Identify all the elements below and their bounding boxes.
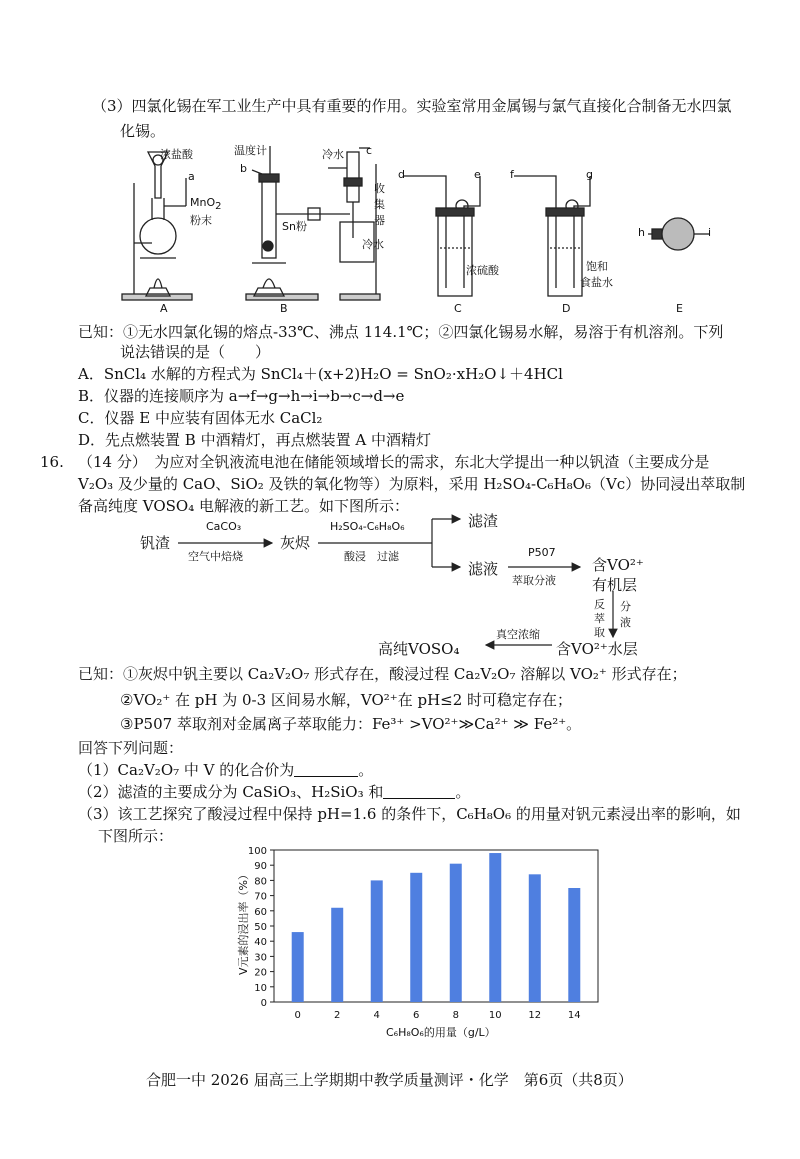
flow-p507: P507 — [528, 546, 556, 559]
option-b: B．仪器的连接顺序为 a→f→g→h→i→b→c→d→e — [78, 387, 405, 405]
label-b: b — [240, 162, 247, 175]
label-f: f — [510, 168, 514, 181]
subq-3b: 下图所示： — [98, 827, 174, 845]
label-conc-hcl: 浓盐酸 — [160, 148, 193, 161]
option-c: C．仪器 E 中应装有固体无水 CaCl₂ — [78, 409, 323, 427]
y-tick-label: 50 — [254, 922, 267, 933]
label-A: A — [160, 302, 168, 315]
known16-1: 已知：①灰烬中钒主要以 Ca₂V₂O₇ 形式存在，酸浸过程 Ca₂V₂O₇ 溶解以 VO₂⁺ 形式存在； — [78, 665, 687, 683]
x-tick-label: 2 — [334, 1010, 341, 1021]
x-tick-label: 8 — [452, 1010, 459, 1021]
flow-acid-leach: 酸浸 过滤 — [344, 550, 399, 563]
label-sat-2: 食盐水 — [580, 276, 613, 289]
flow-strip-1: 反 — [594, 598, 605, 611]
label-cold-water-top: 冷水 — [322, 148, 344, 161]
label-h: h — [638, 226, 645, 239]
y-tick-label: 40 — [254, 937, 267, 949]
flow-sep-1: 分 — [620, 600, 631, 613]
subq-2: （2）滤渣的主要成分为 CaSiO₃、H₂SiO₃ 和 。 — [78, 783, 471, 801]
chart-xlabel: C₆H₈O₆的用量（g/L） — [386, 1026, 496, 1039]
y-tick-label: 60 — [254, 906, 267, 918]
label-E: E — [676, 302, 683, 315]
flow-product: 高纯VOSO₄ — [378, 640, 460, 658]
option-a: A．SnCl₄ 水解的方程式为 SnCl₄＋(x+2)H₂O = SnO₂·xH₂O↓＋4HCl — [78, 365, 563, 383]
chart-ylabel: V元素的浸出率（%） — [236, 869, 250, 975]
flow-vacuum: 真空浓缩 — [496, 628, 540, 641]
answer-blank-1[interactable] — [294, 762, 358, 777]
flow-vanadium-slag: 钒渣 — [140, 534, 171, 552]
x-tick-label: 14 — [567, 1010, 581, 1021]
bar — [529, 874, 541, 1002]
label-powder: 粉末 — [190, 214, 212, 227]
q16-line3: 备高纯度 VOSO₄ 电解液的新工艺。如下图所示： — [78, 497, 409, 515]
flow-strip-3: 取 — [594, 626, 605, 639]
label-d: d — [398, 168, 405, 181]
known3-line2: 说法错误的是（ ） — [120, 343, 271, 361]
flow-aqueous: 含VO²⁺水层 — [556, 640, 638, 658]
label-g: g — [586, 168, 593, 181]
answer-prompt: 回答下列问题： — [78, 739, 184, 757]
label-a: a — [188, 170, 195, 183]
bar — [331, 908, 343, 1002]
q3-line1: （3）四氯化锡在军工业生产中具有重要的作用。实验室常用金属锡与氯气直接化合制备无水四氯 — [92, 97, 732, 115]
label-receiver-3: 器 — [374, 214, 385, 227]
flow-ash: 灰烬 — [280, 534, 311, 552]
label-mno2: MnO$_2$ — [190, 196, 222, 213]
known3-line1: 已知：①无水四氯化锡的熔点-33℃、沸点 114.1℃；②四氯化锡易水解，易溶于有机溶剂。下列 — [78, 323, 724, 341]
x-tick-label: 6 — [413, 1010, 420, 1021]
x-tick-label: 0 — [294, 1010, 301, 1021]
option-d: D．先点燃装置 B 中酒精灯，再点燃装置 A 中酒精灯 — [78, 431, 431, 449]
bar — [450, 864, 462, 1002]
label-i: i — [708, 226, 712, 239]
answer-blank-2[interactable] — [383, 784, 455, 799]
page-footer: 合肥一中 2026 届高三上学期期中教学质量测评・化学 第6页（共8页） — [146, 1071, 633, 1089]
flow-residue: 滤渣 — [468, 512, 499, 530]
known16-2: ②VO₂⁺ 在 pH 为 0-3 区间易水解，VO²⁺在 pH≤2 时可稳定存在； — [120, 691, 573, 709]
bar — [568, 888, 580, 1002]
subq-3a: （3）该工艺探究了酸浸过程中保持 pH=1.6 的条件下，C₆H₈O₆ 的用量对钒元素浸出率的影响，如 — [78, 805, 741, 823]
q16-line2: V₂O₃ 及少量的 CaO、SiO₂ 及铁的氧化物等）为原料，采用 H₂SO₄-C₆H₈O₆（Vc）协同浸出萃取制 — [78, 475, 746, 493]
bar — [371, 880, 383, 1002]
q3-line2: 化锡。 — [120, 122, 166, 140]
y-tick-label: 90 — [254, 861, 267, 873]
x-tick-label: 12 — [528, 1010, 542, 1021]
y-tick-label: 0 — [260, 998, 267, 1009]
bar — [489, 853, 501, 1002]
label-cold-water: 冷水 — [362, 238, 384, 251]
bar — [292, 932, 304, 1002]
label-e: e — [474, 168, 481, 181]
y-tick-label: 10 — [254, 982, 267, 994]
label-receiver-1: 收 — [374, 182, 385, 195]
label-receiver-2: 集 — [374, 198, 385, 211]
bar — [410, 873, 422, 1002]
label-C: C — [454, 302, 462, 315]
label-sat-1: 饱和 — [586, 260, 608, 273]
subq-1: （1）Ca₂V₂O₇ 中 V 的化合价为 。 — [78, 761, 374, 779]
y-tick-label: 30 — [254, 952, 267, 964]
leaching-rate-chart — [228, 840, 620, 1040]
flow-sep-2: 液 — [620, 616, 631, 629]
known16-3: ③P507 萃取剂对金属离子萃取能力：Fe³⁺ >VO²⁺≫Ca²⁺ ≫ Fe²⁺。 — [120, 715, 582, 733]
y-tick-label: 70 — [254, 891, 267, 903]
flow-strip-2: 萃 — [594, 612, 605, 625]
label-D: D — [562, 302, 571, 315]
x-tick-label: 10 — [488, 1010, 502, 1021]
flow-organic-1: 含VO²⁺ — [592, 556, 644, 574]
y-tick-label: 80 — [254, 876, 267, 888]
flow-extract: 萃取分液 — [512, 574, 556, 587]
label-B: B — [280, 302, 288, 315]
flow-organic-2: 有机层 — [592, 576, 638, 594]
label-thermometer: 温度计 — [234, 144, 267, 157]
flow-roast: 空气中焙烧 — [188, 550, 243, 563]
chart-frame — [274, 850, 598, 1002]
q16-line1: （14 分） 为应对全钒液流电池在储能领域增长的需求，东北大学提出一种以钒渣（主要成分是 — [78, 453, 710, 471]
flow-caco3: CaCO₃ — [206, 520, 242, 533]
y-tick-label: 20 — [254, 967, 267, 979]
q16-number: 16. — [40, 453, 64, 471]
y-tick-label: 100 — [247, 846, 267, 857]
label-conc-h2so4: 浓硫酸 — [466, 264, 499, 277]
flow-acid: H₂SO₄-C₆H₈O₆ — [330, 520, 405, 533]
x-tick-label: 4 — [373, 1010, 380, 1021]
label-c: c — [366, 144, 373, 157]
label-sn: Sn粉 — [282, 220, 307, 233]
flow-filtrate: 滤液 — [468, 560, 499, 578]
